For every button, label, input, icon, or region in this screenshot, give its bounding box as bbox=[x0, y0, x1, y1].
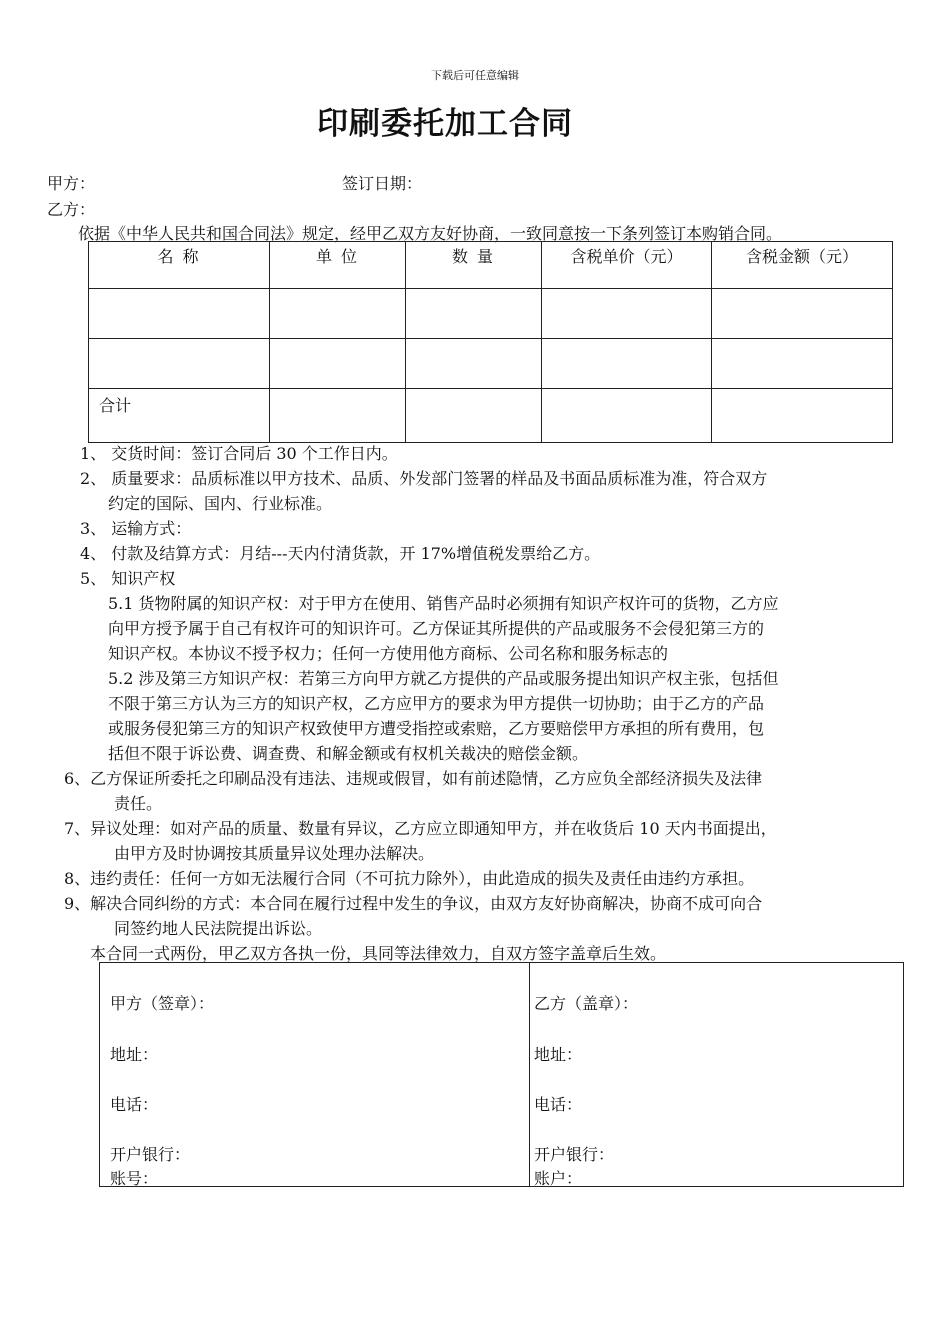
party-b-label: 乙方： bbox=[47, 200, 96, 219]
table-cell[interactable] bbox=[270, 339, 406, 389]
goods-table bbox=[88, 241, 893, 443]
intro-paragraph: 依据《中华人民共和国合同法》规定，经甲乙双方友好协商，一致同意按一下条列签订本购销合同。 bbox=[78, 224, 783, 243]
sign-date-label: 签订日期： bbox=[342, 174, 423, 193]
party-b-bank-label[interactable]: 开户银行： bbox=[534, 1145, 615, 1164]
table-cell[interactable] bbox=[712, 389, 893, 443]
header-amount: 含税金额（元） bbox=[712, 242, 893, 289]
clause-7-cont: 由甲方及时协调按其质量异议处理办法解决。 bbox=[114, 844, 435, 863]
party-b-phone-label[interactable]: 电话： bbox=[534, 1095, 583, 1114]
clause-5-1-cont: 向甲方授予属于自己有权许可的知识许可。乙方保证其所提供的产品或服务不会侵犯第三方的 bbox=[108, 619, 765, 638]
table-cell[interactable] bbox=[712, 339, 893, 389]
table-cell[interactable] bbox=[406, 389, 542, 443]
signature-table bbox=[99, 962, 904, 1187]
table-cell[interactable] bbox=[89, 339, 270, 389]
party-a-phone-label[interactable]: 电话： bbox=[110, 1095, 159, 1114]
header-note: 下载后可任意编辑 bbox=[431, 69, 519, 82]
clause-5: 5、 知识产权 bbox=[80, 569, 176, 588]
clause-9-cont: 同签约地人民法院提出诉讼。 bbox=[114, 919, 323, 938]
table-cell[interactable] bbox=[712, 289, 893, 339]
clause-1: 1、 交货时间：签订合同后 30 个工作日内。 bbox=[80, 444, 398, 463]
clause-5-2: 5.2 涉及第三方知识产权：若第三方向甲方就乙方提供的产品或服务提出知识产权主张，包括但 bbox=[108, 669, 779, 688]
party-a-address-label[interactable]: 地址： bbox=[110, 1045, 159, 1064]
party-b-address-label[interactable]: 地址： bbox=[534, 1045, 583, 1064]
table-cell[interactable] bbox=[270, 389, 406, 443]
party-a-label: 甲方： bbox=[47, 174, 96, 193]
table-row bbox=[89, 339, 893, 389]
party-a-signature-block bbox=[100, 963, 530, 1187]
table-cell[interactable] bbox=[542, 339, 712, 389]
clause-4: 4、 付款及结算方式：月结---天内付清货款，开 17%增值税发票给乙方。 bbox=[80, 544, 601, 563]
header-unit-price: 含税单价（元） bbox=[542, 242, 712, 289]
clause-5-2-cont: 括但不限于诉讼费、调查费、和解金额或有权机关裁决的赔偿金额。 bbox=[108, 744, 589, 763]
header-quantity: 数 量 bbox=[406, 242, 542, 289]
party-b-account-label[interactable]: 账户： bbox=[534, 1169, 583, 1188]
party-a-seal-label[interactable]: 甲方（签章）： bbox=[110, 994, 215, 1013]
total-label: 合计 bbox=[89, 389, 270, 443]
table-total-row bbox=[89, 389, 893, 443]
party-a-bank-label[interactable]: 开户银行： bbox=[110, 1145, 191, 1164]
header-name: 名 称 bbox=[89, 242, 270, 289]
party-b-signature-block bbox=[530, 963, 904, 1187]
table-cell[interactable] bbox=[406, 289, 542, 339]
table-cell[interactable] bbox=[406, 339, 542, 389]
table-row bbox=[89, 289, 893, 339]
clause-2-cont: 约定的国际、国内、行业标准。 bbox=[108, 494, 333, 513]
table-header-row bbox=[89, 242, 893, 289]
clause-8: 8、违约责任：任何一方如无法履行合同（不可抗力除外），由此造成的损失及责任由违约方承担。 bbox=[64, 869, 755, 888]
table-cell[interactable] bbox=[542, 289, 712, 339]
clause-5-1-cont: 知识产权。本协议不授予权力；任何一方使用他方商标、公司名称和服务标志的 bbox=[108, 644, 669, 663]
clause-6-cont: 责任。 bbox=[114, 794, 163, 813]
clause-9: 9、解决合同纠纷的方式：本合同在履行过程中发生的争议，由双方友好协商解决，协商不成可向合 bbox=[64, 894, 763, 913]
clause-3: 3、 运输方式： bbox=[80, 519, 192, 538]
clause-2: 2、 质量要求：品质标准以甲方技术、品质、外发部门签署的样品及书面品质标准为准，符合双方 bbox=[80, 469, 768, 488]
party-b-seal-label[interactable]: 乙方（盖章）： bbox=[534, 994, 639, 1013]
clause-5-2-cont: 不限于第三方认为三方的知识产权，乙方应甲方的要求为甲方提供一切协助；由于乙方的产品 bbox=[108, 694, 765, 713]
document-title: 印刷委托加工合同 bbox=[317, 106, 573, 142]
header-unit: 单 位 bbox=[270, 242, 406, 289]
party-a-account-label[interactable]: 账号： bbox=[110, 1169, 159, 1188]
clause-6: 6、乙方保证所委托之印刷品没有违法、违规或假冒，如有前述隐情，乙方应负全部经济损失及法律 bbox=[64, 769, 763, 788]
clause-7: 7、异议处理：如对产品的质量、数量有异议，乙方应立即通知甲方，并在收货后 10 天内书面提出， bbox=[64, 819, 777, 838]
clause-5-2-cont: 或服务侵犯第三方的知识产权致使甲方遭受指控或索赔，乙方要赔偿甲方承担的所有费用，包 bbox=[108, 719, 765, 738]
clause-5-1: 5.1 货物附属的知识产权：对于甲方在使用、销售产品时必须拥有知识产权许可的货物，乙方应 bbox=[108, 594, 779, 613]
table-cell[interactable] bbox=[89, 289, 270, 339]
closing-statement: 本合同一式两份，甲乙双方各执一份，具同等法律效力，自双方签字盖章后生效。 bbox=[90, 944, 667, 963]
table-cell[interactable] bbox=[270, 289, 406, 339]
table-cell[interactable] bbox=[542, 389, 712, 443]
